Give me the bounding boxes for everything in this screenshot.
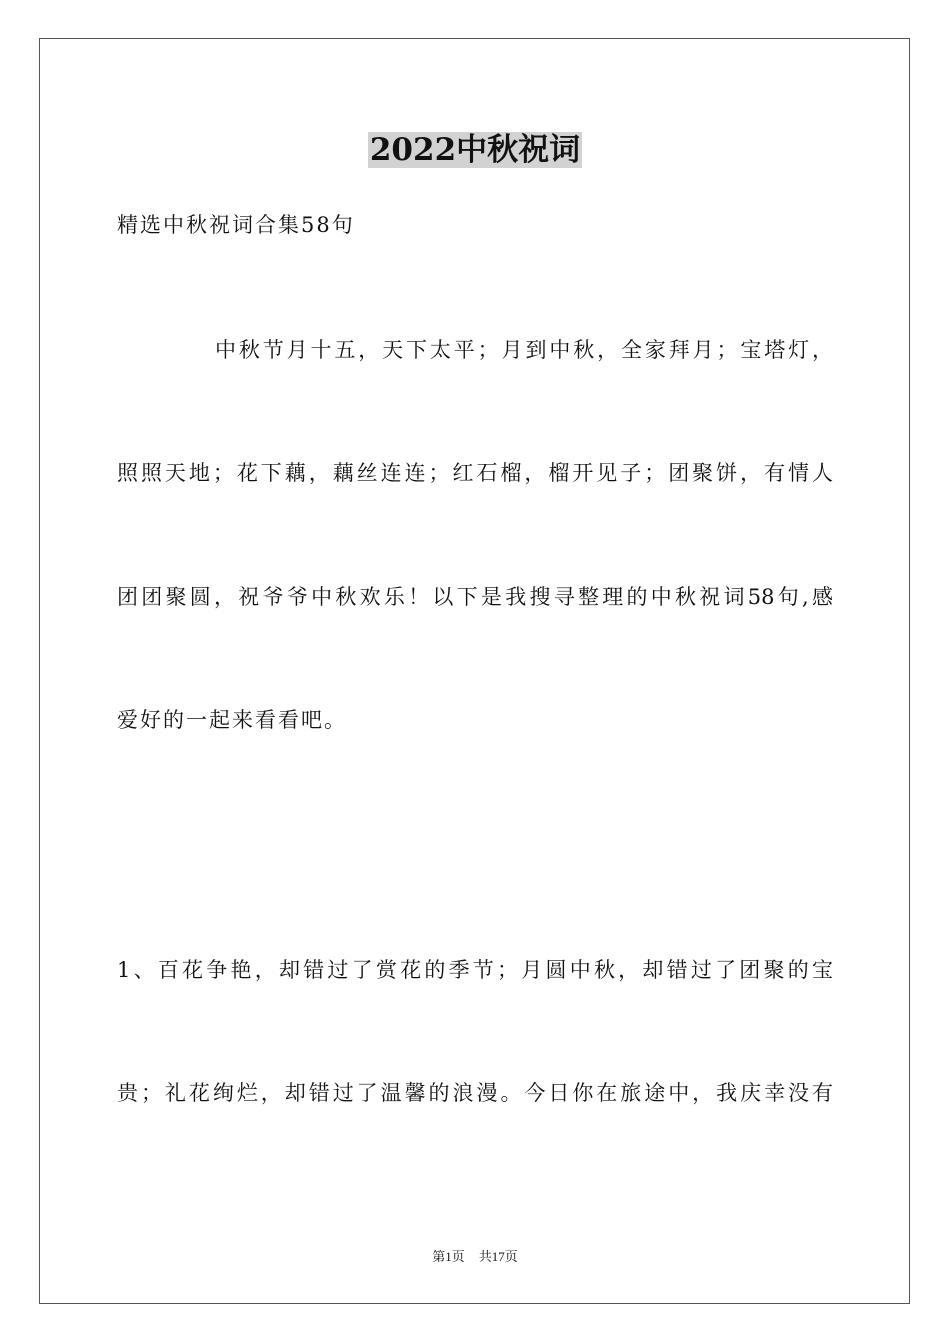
page-total: 共17页 bbox=[478, 1249, 518, 1264]
list-item-line: 1、百花争艳，却错过了赏花的季节；月圆中秋，却错过了团聚的宝 bbox=[117, 958, 833, 982]
paragraph-line: 爱好的一起来看看吧。 bbox=[117, 708, 347, 732]
document-title bbox=[0, 128, 950, 172]
paragraph-line: 团团聚圆，祝爷爷中秋欢乐！以下是我搜寻整理的中秋祝词58句,感 bbox=[117, 585, 833, 609]
paragraph-line: 中秋节月十五，天下太平；月到中秋，全家拜月；宝塔灯， bbox=[215, 338, 833, 362]
page-number: 第1页 bbox=[432, 1249, 465, 1264]
paragraph-line: 照照天地；花下藕，藕丝连连；红石榴，榴开见子；团聚饼，有情人 bbox=[117, 461, 833, 485]
title-text: 2022中秋祝词 bbox=[369, 132, 581, 168]
list-item-line: 贵；礼花绚烂，却错过了温馨的浪漫。今日你在旅途中，我庆幸没有 bbox=[117, 1081, 833, 1105]
page-footer bbox=[0, 1248, 950, 1266]
subtitle: 精选中秋祝词合集58句 bbox=[117, 213, 355, 237]
